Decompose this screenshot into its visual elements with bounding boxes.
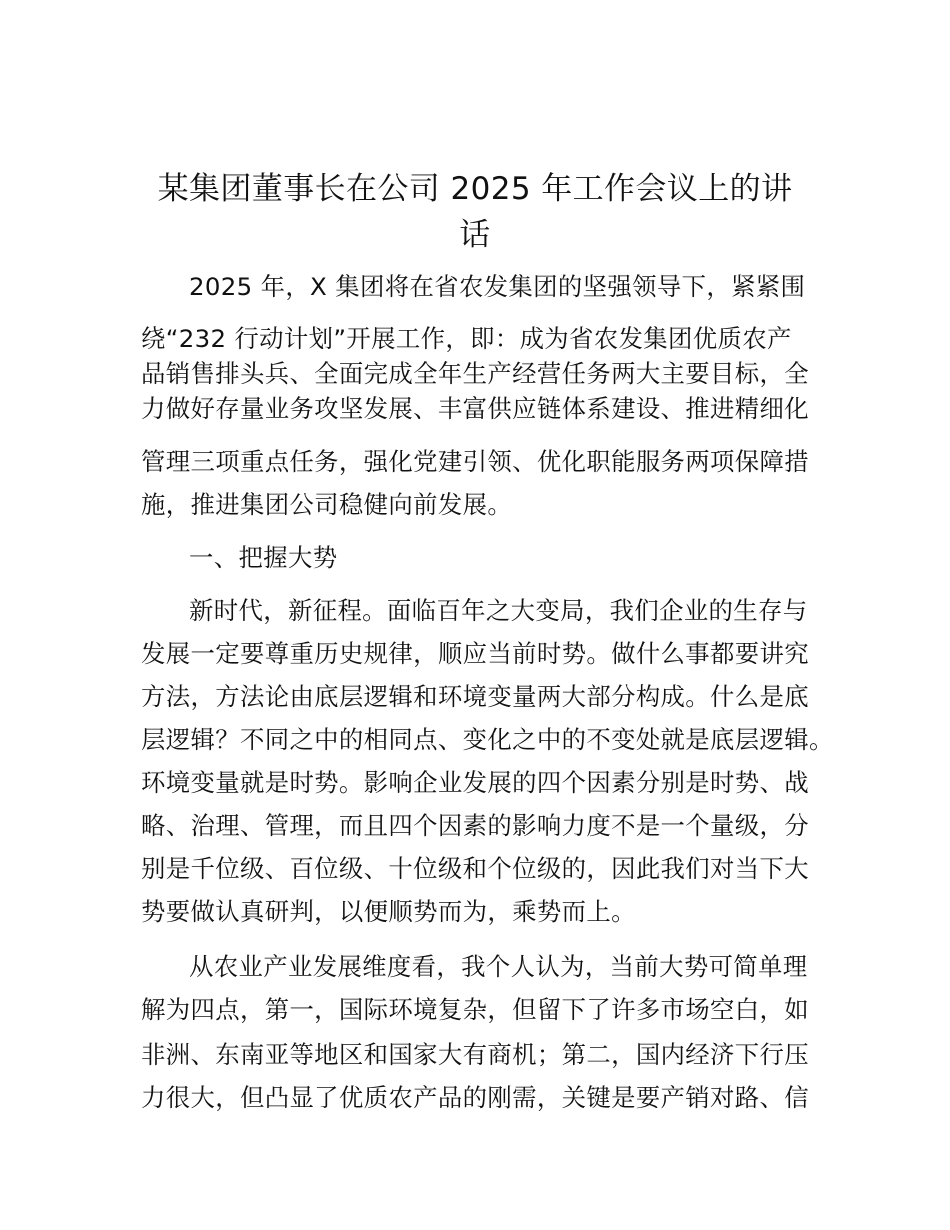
paragraph-3-line-4: 力很大，但凸显了优质农产品的刚需，关键是要产销对路、信 (141, 1083, 809, 1112)
paragraph-2-line-8: 势要做认真研判，以便顺势而为，乘势而上。 (141, 897, 636, 926)
paragraph-3-line-3: 非洲、东南亚等地区和国家大有商机；第二，国内经济下行压 (141, 1040, 809, 1069)
paragraph-1-line-1: 2025 年，X 集团将在省农发集团的坚强领导下，紧紧围 (189, 272, 806, 301)
paragraph-1-line-5: 管理三项重点任务，强化党建引领、优化职能服务两项保障措 (141, 447, 809, 476)
paragraph-2-line-3: 方法，方法论由底层逻辑和环境变量两大部分构成。什么是底 (141, 682, 809, 711)
paragraph-1-line-2: 绕“232 行动计划”开展工作，即：成为省农发集团优质农产 (141, 324, 792, 353)
paragraph-2-line-5: 环境变量就是时势。影响企业发展的四个因素分别是时势、战 (141, 768, 809, 797)
paragraph-2-line-6: 略、治理、管理，而且四个因素的影响力度不是一个量级，分 (141, 811, 809, 840)
document-title-line-2: 话 (459, 217, 491, 253)
paragraph-2-line-1: 新时代，新征程。面临百年之大变局，我们企业的生存与 (189, 596, 808, 625)
section-heading: 一、把握大势 (189, 543, 338, 572)
paragraph-1-line-6: 施，推进集团公司稳健向前发展。 (141, 490, 513, 519)
paragraph-2-line-2: 发展一定要尊重历史规律，顺应当前时势。做什么事都要讲究 (141, 639, 809, 668)
paragraph-1-line-3: 品销售排头兵、全面完成全年生产经营任务两大主要目标，全 (141, 359, 809, 388)
paragraph-2-line-4: 层逻辑？不同之中的相同点、变化之中的不变处就是底层逻辑。 (141, 725, 834, 754)
paragraph-3-line-1: 从农业产业发展维度看，我个人认为，当前大势可简单理 (189, 952, 808, 981)
paragraph-1-line-4: 力做好存量业务攻坚发展、丰富供应链体系建设、推进精细化 (141, 394, 809, 423)
paragraph-3-line-2: 解为四点，第一，国际环境复杂，但留下了许多市场空白，如 (141, 995, 809, 1024)
paragraph-2-line-7: 别是千位级、百位级、十位级和个位级的，因此我们对当下大 (141, 854, 809, 883)
document-title-line-1: 某集团董事长在公司 2025 年工作会议上的讲 (157, 171, 793, 207)
